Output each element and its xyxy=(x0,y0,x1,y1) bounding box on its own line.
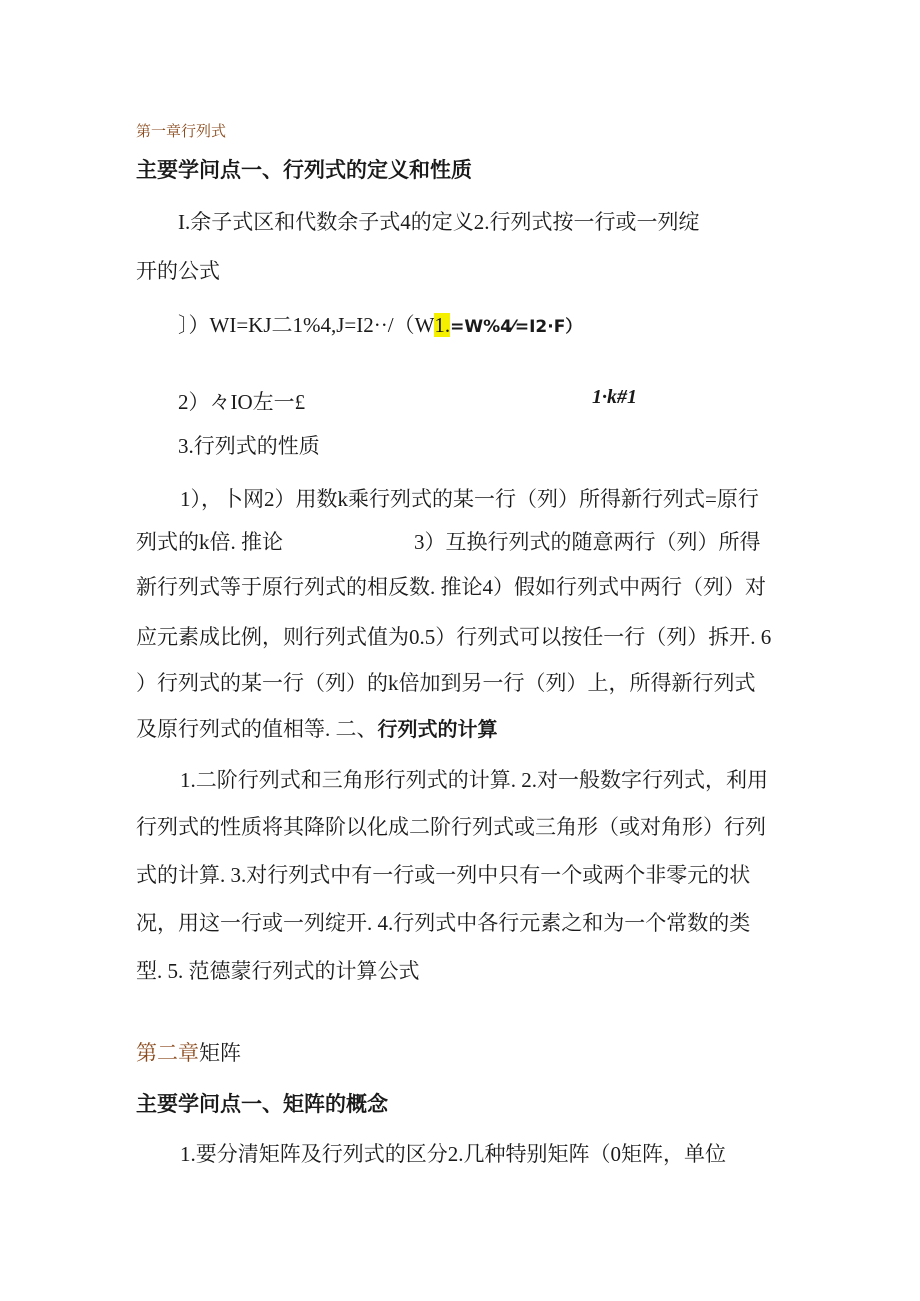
chapter-1-title: 第一章行列式 xyxy=(136,122,227,140)
formula-text: =W%4⁄=I2·F） xyxy=(450,317,583,337)
paragraph-line: 开的公式 xyxy=(136,259,220,283)
paragraph-line: 1），卜网2）用数k乘行列式的某一行（列）所得新行列式=原行 xyxy=(180,487,759,511)
chapter-2-title xyxy=(136,1037,241,1067)
chapter-2-heading: 主要学问点一、矩阵的概念 xyxy=(136,1092,388,1116)
list-item: 3.行列式的性质 xyxy=(178,434,320,458)
chapter-1-heading: 主要学问点一、行列式的定义和性质 xyxy=(136,158,472,182)
paragraph-line: ）行列式的某一行（列）的k倍加到另一行（列）上，所得新行列式 xyxy=(136,671,756,695)
formula-line-2-right: 1·k#1 xyxy=(592,386,637,408)
paragraph-line: 式的计算. 3.对行列式中有一行或一列中只有一个或两个非零元的状 xyxy=(136,863,751,887)
paragraph-line: 1.要分清矩阵及行列式的区分2.几种特别矩阵（0矩阵，单位 xyxy=(180,1142,726,1166)
highlighted-text: 1. xyxy=(434,313,451,337)
paragraph-line: I.余子式区和代数余子式4的定义2.行列式按一行或一列绽 xyxy=(178,210,700,234)
chapter-2-prefix: 第二章 xyxy=(136,1041,199,1065)
formula-line-1 xyxy=(178,309,582,339)
paragraph-text: 及原行列式的值相等. 二、 xyxy=(136,717,378,741)
paragraph-line: 型. 5. 范德蒙行列式的计算公式 xyxy=(136,959,420,983)
formula-text: 〕）WI=KJ二1%4,J=I2··/（W xyxy=(178,313,435,337)
section-heading-inline: 行列式的计算 xyxy=(377,717,498,741)
paragraph-line: 新行列式等于原行列式的相反数. 推论4）假如行列式中两行（列）对 xyxy=(136,575,766,599)
paragraph-line: 列式的k倍. 推论 xyxy=(136,530,283,554)
chapter-2-name: 矩阵 xyxy=(199,1041,241,1065)
paragraph-line: 况，用这一行或一列绽开. 4.行列式中各行元素之和为一个常数的类 xyxy=(136,911,751,935)
paragraph-line: 3）互换行列式的随意两行（列）所得 xyxy=(414,530,761,554)
formula-line-2-left: 2）々IO左一£ xyxy=(178,390,306,414)
paragraph-line xyxy=(136,713,498,743)
paragraph-line: 1.二阶行列式和三角形行列式的计算. 2.对一般数字行列式，利用 xyxy=(180,768,768,792)
paragraph-line: 行列式的性质将其降阶以化成二阶行列式或三角形（或对角形）行列 xyxy=(136,815,766,839)
paragraph-line: 应元素成比例，则行列式值为0.5）行列式可以按任一行（列）拆开. 6 xyxy=(136,625,772,649)
